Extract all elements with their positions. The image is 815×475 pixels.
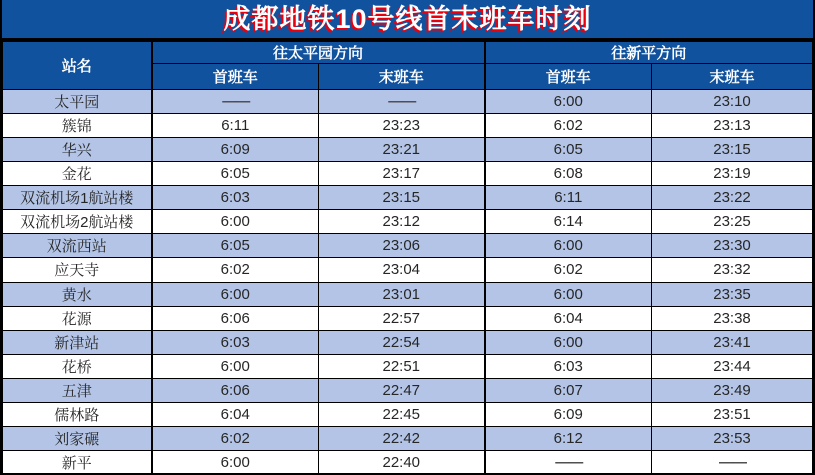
table-row bbox=[3, 258, 813, 282]
station-name: 五津 bbox=[3, 378, 152, 402]
station-name: 刘家碾 bbox=[3, 426, 152, 450]
time-cell: 6:11 bbox=[485, 186, 652, 210]
time-cell: 6:03 bbox=[152, 186, 319, 210]
time-cell: 23:21 bbox=[319, 138, 485, 162]
time-cell: 22:57 bbox=[319, 306, 485, 330]
table-row bbox=[3, 210, 813, 234]
time-cell: 23:44 bbox=[652, 354, 813, 378]
time-cell: 6:05 bbox=[485, 138, 652, 162]
time-cell: 6:02 bbox=[152, 258, 319, 282]
time-cell: 23:10 bbox=[652, 90, 813, 114]
time-cell: —— bbox=[485, 450, 652, 474]
last-train-header-taipingyuan: 末班车 bbox=[319, 64, 485, 90]
time-cell: 23:04 bbox=[319, 258, 485, 282]
time-cell: 23:25 bbox=[652, 210, 813, 234]
time-cell: 6:06 bbox=[152, 306, 319, 330]
time-cell: 23:35 bbox=[652, 282, 813, 306]
time-cell: 6:04 bbox=[152, 402, 319, 426]
time-cell: 23:53 bbox=[652, 426, 813, 450]
table-row bbox=[3, 426, 813, 450]
table-row bbox=[3, 234, 813, 258]
last-train-header-xinping: 末班车 bbox=[652, 64, 813, 90]
station-name: 花桥 bbox=[3, 354, 152, 378]
time-cell: 6:11 bbox=[152, 114, 319, 138]
table-row bbox=[3, 186, 813, 210]
time-cell: 6:07 bbox=[485, 378, 652, 402]
time-cell: 6:03 bbox=[485, 354, 652, 378]
time-cell: 23:23 bbox=[319, 114, 485, 138]
station-name: 儒林路 bbox=[3, 402, 152, 426]
station-name: 太平园 bbox=[3, 90, 152, 114]
table-row bbox=[3, 114, 813, 138]
table-row bbox=[3, 450, 813, 474]
first-train-header-xinping: 首班车 bbox=[485, 64, 652, 90]
table-row bbox=[3, 282, 813, 306]
time-cell: 6:00 bbox=[152, 282, 319, 306]
station-name: 双流西站 bbox=[3, 234, 152, 258]
station-name: 双流机场1航站楼 bbox=[3, 186, 152, 210]
time-cell: 6:03 bbox=[152, 330, 319, 354]
table-row bbox=[3, 330, 813, 354]
time-cell: —— bbox=[319, 90, 485, 114]
station-name: 华兴 bbox=[3, 138, 152, 162]
time-cell: —— bbox=[152, 90, 319, 114]
time-cell: 6:00 bbox=[152, 354, 319, 378]
station-name: 黄水 bbox=[3, 282, 152, 306]
table-row bbox=[3, 354, 813, 378]
time-cell: 22:47 bbox=[319, 378, 485, 402]
time-cell: 6:00 bbox=[485, 90, 652, 114]
time-cell: 23:01 bbox=[319, 282, 485, 306]
time-cell: 23:32 bbox=[652, 258, 813, 282]
title-bar bbox=[2, 0, 813, 41]
time-cell: 6:09 bbox=[485, 402, 652, 426]
time-cell: 6:00 bbox=[485, 234, 652, 258]
time-cell: 6:05 bbox=[152, 234, 319, 258]
time-cell: 22:42 bbox=[319, 426, 485, 450]
station-name: 新平 bbox=[3, 450, 152, 474]
time-cell: 23:51 bbox=[652, 402, 813, 426]
time-cell: 6:09 bbox=[152, 138, 319, 162]
direction-header-taipingyuan: 往太平园方向 bbox=[152, 42, 485, 64]
time-cell: 23:17 bbox=[319, 162, 485, 186]
time-cell: 22:51 bbox=[319, 354, 485, 378]
time-cell: —— bbox=[652, 450, 813, 474]
time-cell: 22:54 bbox=[319, 330, 485, 354]
time-cell: 6:14 bbox=[485, 210, 652, 234]
table-row bbox=[3, 402, 813, 426]
time-cell: 6:05 bbox=[152, 162, 319, 186]
time-cell: 23:15 bbox=[652, 138, 813, 162]
station-name: 簇锦 bbox=[3, 114, 152, 138]
time-cell: 6:02 bbox=[485, 114, 652, 138]
time-cell: 22:40 bbox=[319, 450, 485, 474]
timetable-body bbox=[3, 90, 813, 475]
time-cell: 6:00 bbox=[485, 282, 652, 306]
time-cell: 6:12 bbox=[485, 426, 652, 450]
timetable-header bbox=[3, 42, 813, 90]
time-cell: 6:08 bbox=[485, 162, 652, 186]
station-name: 双流机场2航站楼 bbox=[3, 210, 152, 234]
direction-header-xinping: 往新平方向 bbox=[485, 42, 813, 64]
table-row bbox=[3, 162, 813, 186]
page-title: 成都地铁10号线首末班车时刻 bbox=[223, 3, 592, 34]
time-cell: 6:02 bbox=[485, 258, 652, 282]
station-name: 新津站 bbox=[3, 330, 152, 354]
time-cell: 23:06 bbox=[319, 234, 485, 258]
table-row bbox=[3, 378, 813, 402]
time-cell: 6:02 bbox=[152, 426, 319, 450]
direction-header-row bbox=[3, 42, 813, 64]
time-cell: 6:04 bbox=[485, 306, 652, 330]
station-column-header: 站名 bbox=[3, 42, 152, 90]
time-cell: 23:22 bbox=[652, 186, 813, 210]
table-row bbox=[3, 138, 813, 162]
time-cell: 23:12 bbox=[319, 210, 485, 234]
time-cell: 6:06 bbox=[152, 378, 319, 402]
time-cell: 23:15 bbox=[319, 186, 485, 210]
first-train-header-taipingyuan: 首班车 bbox=[152, 64, 319, 90]
station-name: 金花 bbox=[3, 162, 152, 186]
time-cell: 23:13 bbox=[652, 114, 813, 138]
time-cell: 22:45 bbox=[319, 402, 485, 426]
table-row bbox=[3, 306, 813, 330]
time-cell: 23:19 bbox=[652, 162, 813, 186]
station-name: 花源 bbox=[3, 306, 152, 330]
time-cell: 23:41 bbox=[652, 330, 813, 354]
time-cell: 23:38 bbox=[652, 306, 813, 330]
time-cell: 23:49 bbox=[652, 378, 813, 402]
time-cell: 6:00 bbox=[152, 450, 319, 474]
station-name: 应天寺 bbox=[3, 258, 152, 282]
time-cell: 6:00 bbox=[152, 210, 319, 234]
time-cell: 6:00 bbox=[485, 330, 652, 354]
timetable bbox=[2, 41, 813, 475]
table-row bbox=[3, 90, 813, 114]
time-cell: 23:30 bbox=[652, 234, 813, 258]
